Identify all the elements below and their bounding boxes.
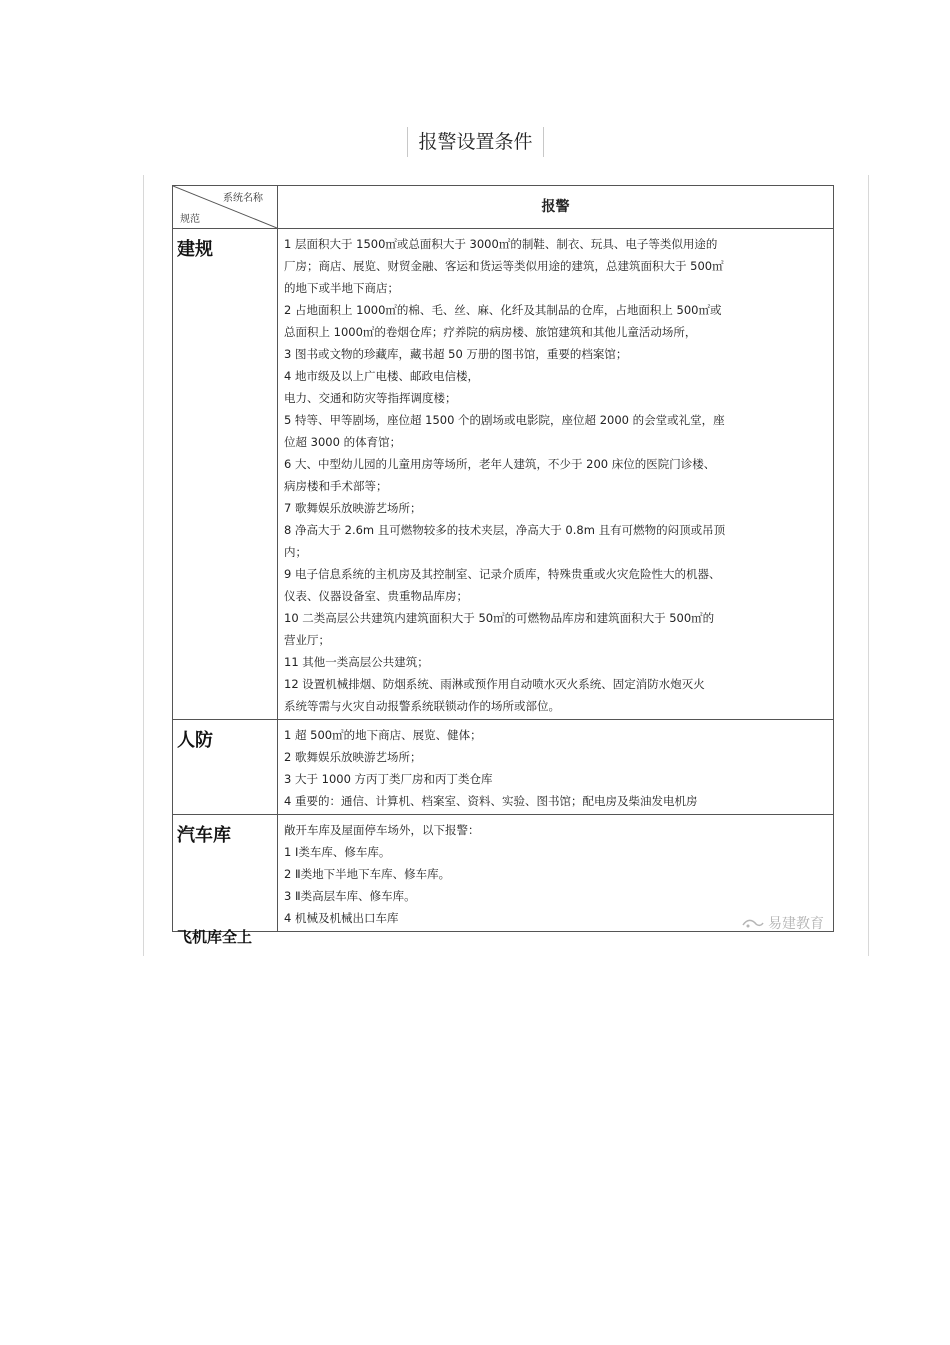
row-item-line: 3 大于 1000 方丙丁类厂房和丙丁类仓库 [284, 772, 493, 786]
table-header-row [173, 186, 834, 229]
row-item-line: 2 占地面积上 1000㎡的棉、毛、丝、麻、化纤及其制品的仓库，占地面积上 500㎡或 [284, 303, 722, 317]
row-item-line: 12 设置机械排烟、防烟系统、雨淋或预作用自动喷水灭火系统、固定消防水炮灭火 [284, 677, 705, 691]
row-item-line: 4 机械及机械出口车库 [284, 911, 399, 925]
row-item-line: 电力、交通和防灾等指挥调度楼； [284, 391, 457, 405]
header-norm-label: 规范 [180, 214, 200, 225]
table-row [173, 815, 834, 932]
row-item-line: 4 地市级及以上广电楼、邮政电信楼， [284, 369, 479, 383]
row-item-line: 1 Ⅰ类车库、修车库。 [284, 845, 391, 859]
row-item-line: 4 重要的：通信、计算机、档案室、资料、实验、图书馆；配电房及柴油发电机房 [284, 794, 698, 808]
row-item-line: 11 其他一类高层公共建筑； [284, 655, 429, 669]
table-row [173, 229, 834, 720]
header-main-cell [278, 186, 834, 229]
row-item-line: 仪表、仪器设备室、贵重物品库房； [284, 589, 468, 603]
row-item-line: 6 大、中型幼儿园的儿童用房等场所，老年人建筑，不少于 200 床位的医院门诊楼、 [284, 457, 716, 471]
alarm-conditions-table [172, 185, 834, 932]
header-corner-cell [173, 186, 278, 229]
row-item-line: 2 歌舞娱乐放映游艺场所； [284, 750, 422, 764]
row-item-line: 的地下或半地下商店； [284, 281, 399, 295]
row-item-line: 总面积上 1000㎡的卷烟仓库；疗养院的病房楼、旅馆建筑和其他儿童活动场所， [284, 325, 697, 339]
header-system-name-label: 系统名称 [223, 193, 263, 204]
row-item-line: 1 层面积大于 1500㎡或总面积大于 3000㎡的制鞋、制衣、玩具、电子等类似用途的 [284, 237, 718, 251]
row-item-line: 营业厅； [284, 633, 330, 647]
row-item-line: 3 图书或文物的珍藏库，藏书超 50 万册的图书馆，重要的档案馆； [284, 347, 628, 361]
scanned-table-image [143, 175, 869, 956]
page-title: 报警设置条件 [407, 127, 544, 157]
table-body [173, 229, 834, 932]
row-item-line: 位超 3000 的体育馆； [284, 435, 402, 449]
table-row [173, 720, 834, 815]
row-item-line: 病房楼和手术部等； [284, 479, 388, 493]
row-item-line: 5 特等、甲等剧场，座位超 1500 个的剧场或电影院，座位超 2000 的会堂或礼堂，座 [284, 413, 725, 427]
row-item-line: 9 电子信息系统的主机房及其控制室、记录介质库，特殊贵重或火灾危险性大的机器、 [284, 567, 721, 581]
row-item-line: 系统等需与火灾自动报警系统联锁动作的场所或部位。 [284, 699, 560, 713]
row-item-line: 厂房；商店、展览、财贸金融、客运和货运等类似用途的建筑，总建筑面积大于 500㎡ [284, 259, 724, 273]
row-item-line: 3 Ⅱ类高层车库、修车库。 [284, 889, 416, 903]
row-item-line: 8 净高大于 2.6m 且可燃物较多的技术夹层，净高大于 0.8m 且有可燃物的闷顶或吊顶 [284, 523, 726, 537]
row-item-line: 10 二类高层公共建筑内建筑面积大于 50㎡的可燃物品库房和建筑面积大于 500㎡的 [284, 611, 715, 625]
footer-note: 飞机库全上 [177, 928, 253, 946]
brand-name: 易建教育 [768, 916, 824, 932]
row-item-line: 2 Ⅱ类地下半地下车库、修车库。 [284, 867, 451, 881]
header-alarm-label: 报警 [541, 199, 570, 215]
brand-watermark [742, 913, 824, 933]
brand-logo-icon [742, 916, 764, 930]
row-category: 建规 [173, 229, 278, 720]
row-item-line: 敞开车库及屋面停车场外，以下报警： [284, 823, 480, 837]
row-items [278, 720, 834, 815]
row-category: 人防 [173, 720, 278, 815]
row-items [278, 229, 834, 720]
row-item-line: 1 超 500㎡的地下商店、展览、健体； [284, 728, 482, 742]
row-item-line: 内； [284, 545, 307, 559]
row-category: 汽车库 [173, 815, 278, 932]
row-item-line: 7 歌舞娱乐放映游艺场所； [284, 501, 422, 515]
